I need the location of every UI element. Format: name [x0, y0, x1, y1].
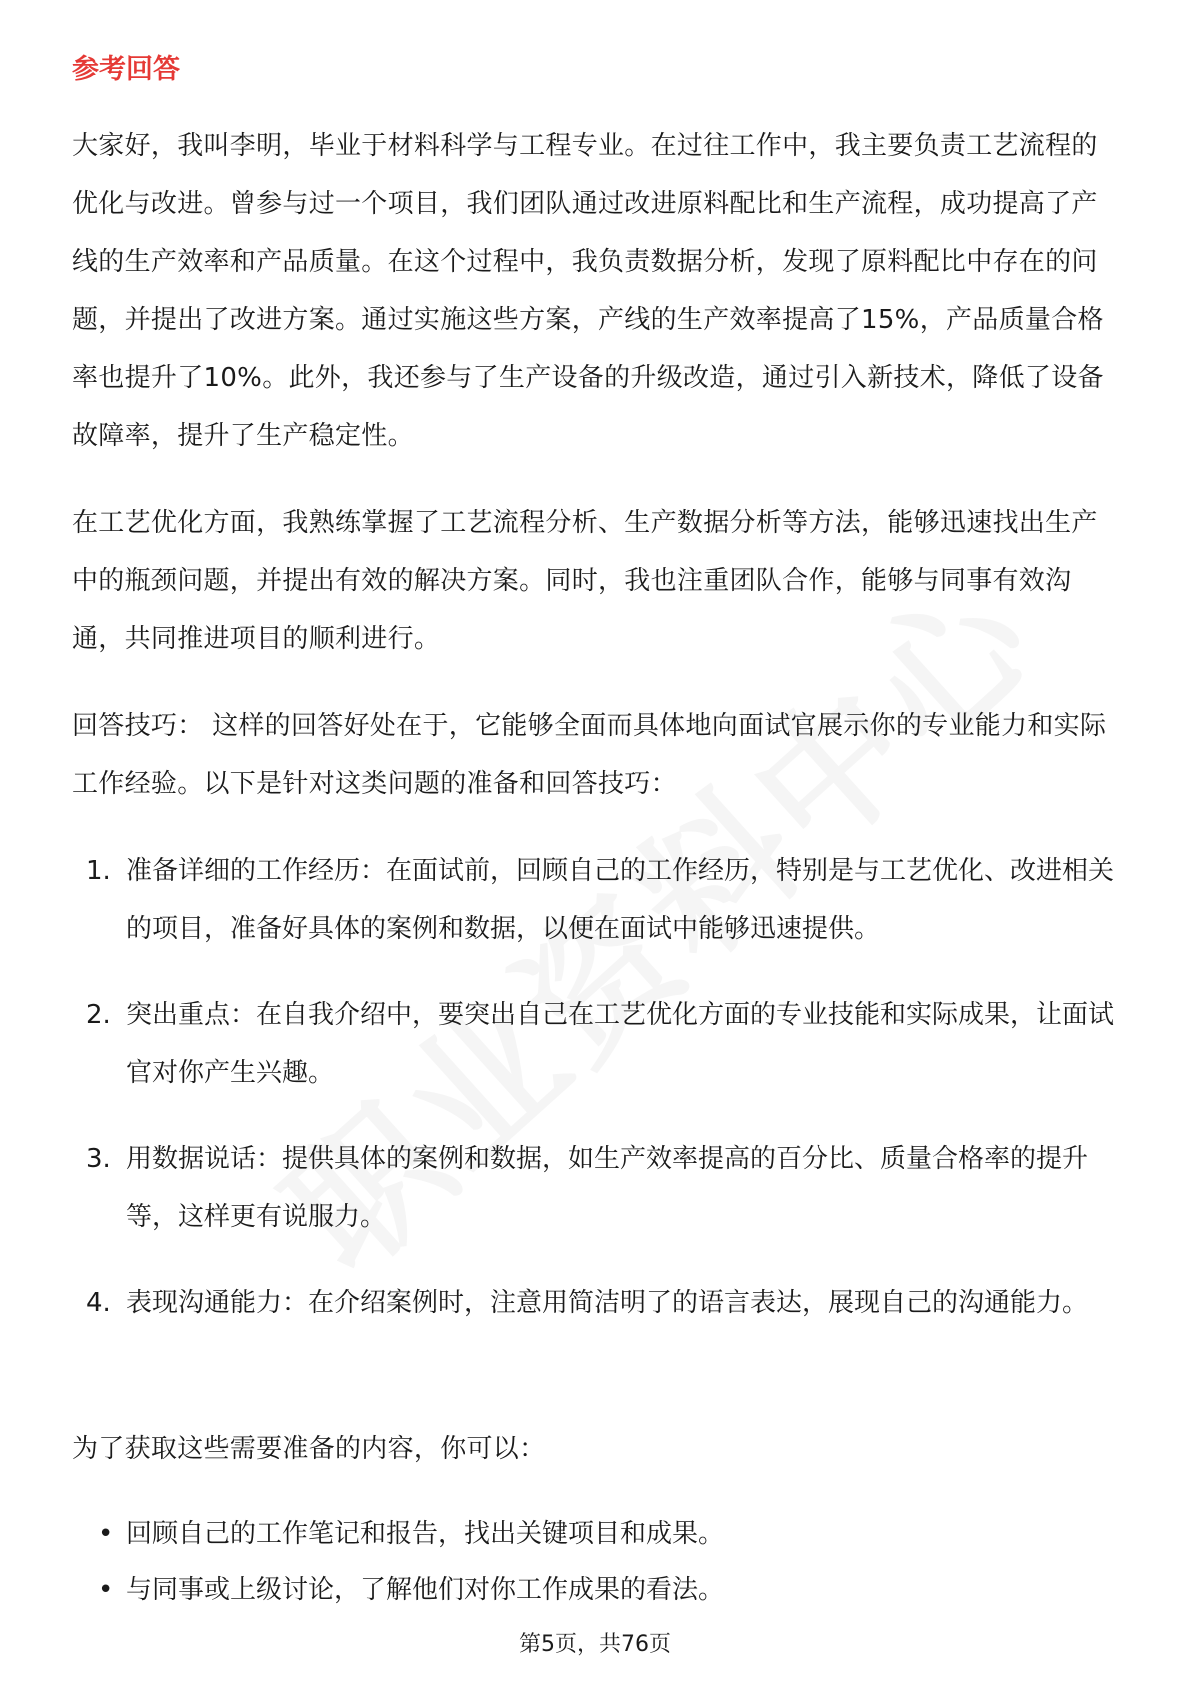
page-footer: 第5页，共76页 — [519, 1632, 671, 1657]
list-text: 用数据说话：提供具体的案例和数据，如生产效率提高的百分比、质量合格率的提升等，这样更有说服力。 — [126, 1144, 1089, 1232]
bullet-dot-icon: • — [98, 1575, 114, 1605]
bullet-item — [72, 1566, 1122, 1614]
list-text: 表现沟通能力：在介绍案例时，注意用简洁明了的语言表达，展现自己的沟通能力。 — [126, 1288, 1089, 1318]
list-text: 准备详细的工作经历：在面试前，回顾自己的工作经历，特别是与工艺优化、改进相关的项目，准备好具体的案例和数据，以便在面试中能够迅速提供。 — [126, 856, 1115, 944]
list-number: 4. — [86, 1288, 111, 1318]
paragraph-skills: 在工艺优化方面，我熟练掌握了工艺流程分析、生产数据分析等方法，能够迅速找出生产中的瓶颈问题，并提出有效的解决方案。同时，我也注重团队合作，能够与同事有效沟通，共同推进项目的顺利进行。 — [72, 508, 1098, 654]
list-number: 3. — [86, 1144, 111, 1174]
list-text: 突出重点：在自我介绍中，要突出自己在工艺优化方面的专业技能和实际成果，让面试官对你产生兴趣。 — [126, 1000, 1115, 1088]
list-item — [72, 986, 1122, 1102]
section-heading: 参考回答 — [72, 54, 180, 85]
list-number: 2. — [86, 1000, 111, 1030]
paragraph-intro: 大家好，我叫李明，毕业于材料科学与工程专业。在过往工作中，我主要负责工艺流程的优化与改进。曾参与过一个项目，我们团队通过改进原料配比和生产流程，成功提高了产线的生产效率和产品质量。在这个过程中，我负责数据分析，发现了原料配比中存在的问题，并提出了改进方案。通过实施这些方案，产线的生产效率提高了15%，产品质量合格率也提升了10%。此外，我还参与了生产设备的升级改造，通过引入新技术，降低了设备故障率，提升了生产稳定性。 — [72, 131, 1104, 451]
bullet-dot-icon: • — [98, 1519, 114, 1549]
list-number: 1. — [86, 856, 111, 886]
list-item — [72, 842, 1122, 958]
list-item — [72, 1274, 1122, 1332]
bullet-text: 与同事或上级讨论，了解他们对你工作成果的看法。 — [126, 1575, 725, 1605]
bullet-text: 回顾自己的工作笔记和报告，找出关键项目和成果。 — [126, 1519, 725, 1549]
paragraph-preparation: 为了获取这些需要准备的内容，你可以： — [72, 1434, 546, 1464]
list-item — [72, 1130, 1122, 1246]
bullet-item — [72, 1510, 1122, 1558]
paragraph-tips: 回答技巧： 这样的回答好处在于，它能够全面而具体地向面试官展示你的专业能力和实际工作经验。以下是针对这类问题的准备和回答技巧： — [72, 711, 1107, 799]
